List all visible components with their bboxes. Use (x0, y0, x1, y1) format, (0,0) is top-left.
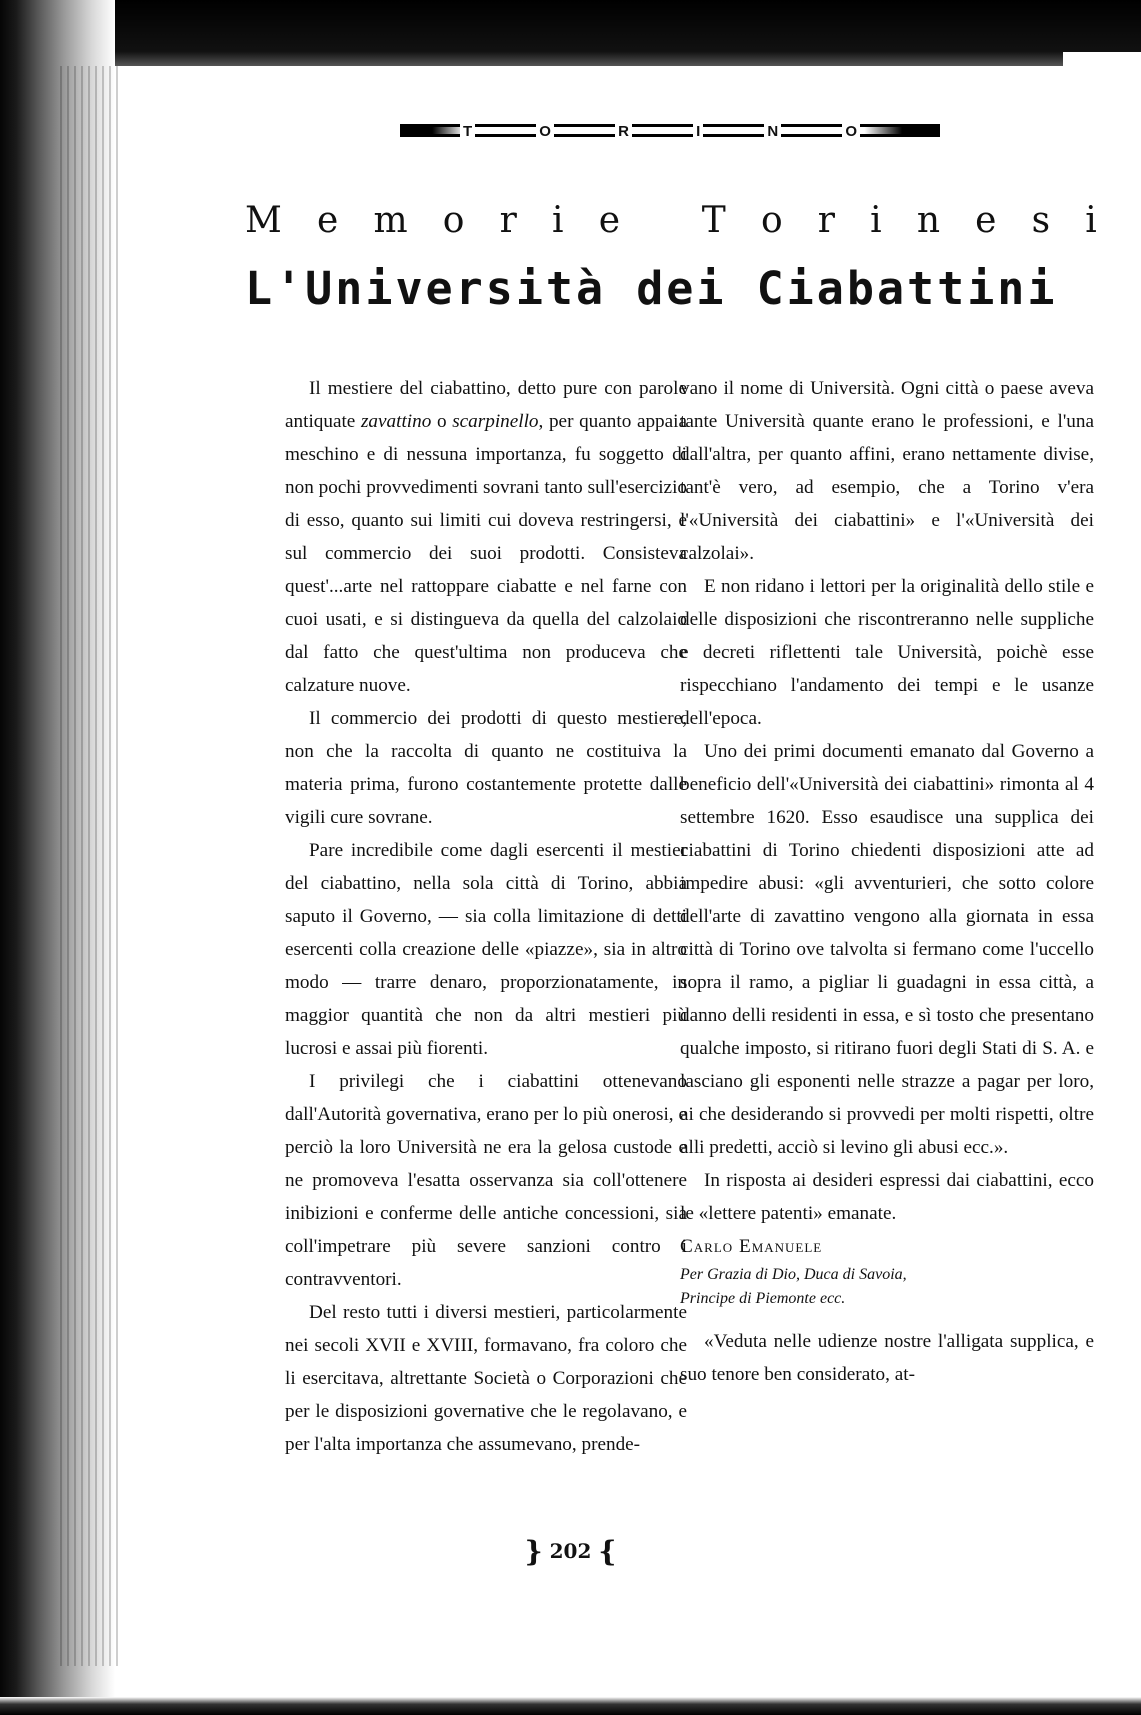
paragraph: Il commercio dei prodotti di questo mestiere, non che la raccolta di quanto ne costituiva la materia prima, furono costantemente protette dalle vigili cure sovrane. (285, 708, 687, 828)
article-title: L'Università dei Ciabattini (245, 262, 1058, 315)
signature-title: Principe di Piemonte ecc. (680, 1290, 846, 1307)
signature-block (680, 1230, 1094, 1311)
signature-title: Per Grazia di Dio, Duca di Savoia, (680, 1266, 907, 1283)
page-number: } 202 { (524, 1535, 617, 1568)
brace-right-ornament: { (598, 1535, 617, 1568)
paragraph: E non ridano i lettori per la originalità dello stile e delle disposizioni che riscontreranno nelle suppliche e decreti riflettenti tale Università, poichè esse rispecchiano l'andamento dei tempi e le usanze dell'epoca. (680, 576, 1094, 729)
header-letter: T (460, 123, 475, 140)
scan-bottom-edge (0, 1697, 1141, 1715)
paragraph: Del resto tutti i diversi mestieri, particolarmente nei secoli XVII e XVIII, formavano, fra coloro che li esercitava, altrettante Società o Corporazioni che per le disposizioni governative che le regolavano, e per l'alta importanza che assumevano, prende- (285, 1302, 687, 1455)
signature-name: Carlo Emanuele (680, 1236, 823, 1257)
paragraph: Pare incredibile come dagli esercenti il mestier del ciabattino, nella sola città di Torino, abbia saputo il Governo, — sia colla limitazione di detti esercenti colla creazione delle «piazze», sia in altro modo — trarre denaro, proporzionatamente, in maggior quantità che non da altri mestieri più lucrosi e assai più fiorenti. (285, 840, 687, 1059)
header-letter: N (764, 123, 781, 140)
brace-left-ornament: } (524, 1535, 543, 1568)
scan-top-edge (0, 0, 1141, 66)
paragraph: Il mestiere del ciabattino, detto pure con parole antiquate zavattino o scarpinello, per quanto appaia meschino e di nessuna importanza, fu soggetto di non pochi provvedimenti sovrani tanto sull'esercizio di esso, quanto sui limiti cui doveva restringersi, e sul commercio dei suoi prodotti. Consisteva quest'...arte nel rattoppare ciabatte e nel farne con cuoi usati, e si distingueva da quella del calzolaio dal fatto che quest'ultima non produceva che calzature nuove. (285, 378, 688, 696)
paragraph: vano il nome di Università. Ogni città o paese aveva tante Università quante erano le professioni, e l'una dall'altra, per quanto affini, erano nettamente divise, tant'è vero, ad esempio, che a Torino v'era l'«Università dei ciabattini» e l'«Università dei calzolai». (680, 378, 1094, 564)
header-letter: O (842, 123, 860, 140)
left-column (285, 372, 687, 1461)
series-title: M e m o r i e T o r i n e s i (245, 200, 1097, 241)
header-ornament (400, 119, 940, 143)
paragraph: Uno dei primi documenti emanato dal Governo a beneficio dell'«Università dei ciabattini» rimonta al 4 settembre 1620. Esso esaudisce una supplica dei ciabattini di Torino chiedenti disposizioni atte ad impedire abusi: «gli avventurieri, che sotto colore dell'arte di zavattino vengono alla giornata in essa città di Torino ove talvolta si fermano come l'uccello sopra il ramo, a pigliar li guadagni in essa città, a danno delli residenti in essa, e sì tosto che presentano qualche imposto, si ritirano fuori degli Stati di S. A. e lasciano gli esponenti nelle strazze a pagar per loro, ai che desiderando si provvedi per molti rispetti, oltre alli predetti, acciò si levino gli abusi ecc.». (680, 741, 1094, 1158)
right-column (680, 372, 1094, 1391)
header-letters (460, 119, 860, 143)
paragraph: I privilegi che i ciabattini ottenevano dall'Autorità governativa, erano per lo più onerosi, e perciò la loro Università ne era la gelosa custode e ne promoveva l'esatta osservanza sia coll'ottenere inibizioni e conferme delle antiche concessioni, sia coll'impetrare più severe sanzioni contro i contravventori. (285, 1071, 687, 1290)
paragraph: «Veduta nelle udienze nostre l'alligata supplica, e suo tenore ben considerato, at- (680, 1331, 1094, 1385)
scan-left-streaks (60, 66, 118, 1666)
header-letter: I (693, 123, 703, 140)
paragraph: In risposta ai desideri espressi dai ciabattini, ecco le «lettere patenti» emanate. (680, 1170, 1094, 1224)
header-letter: O (536, 123, 554, 140)
scan-top-notch (1063, 52, 1141, 72)
header-letter: R (615, 123, 632, 140)
